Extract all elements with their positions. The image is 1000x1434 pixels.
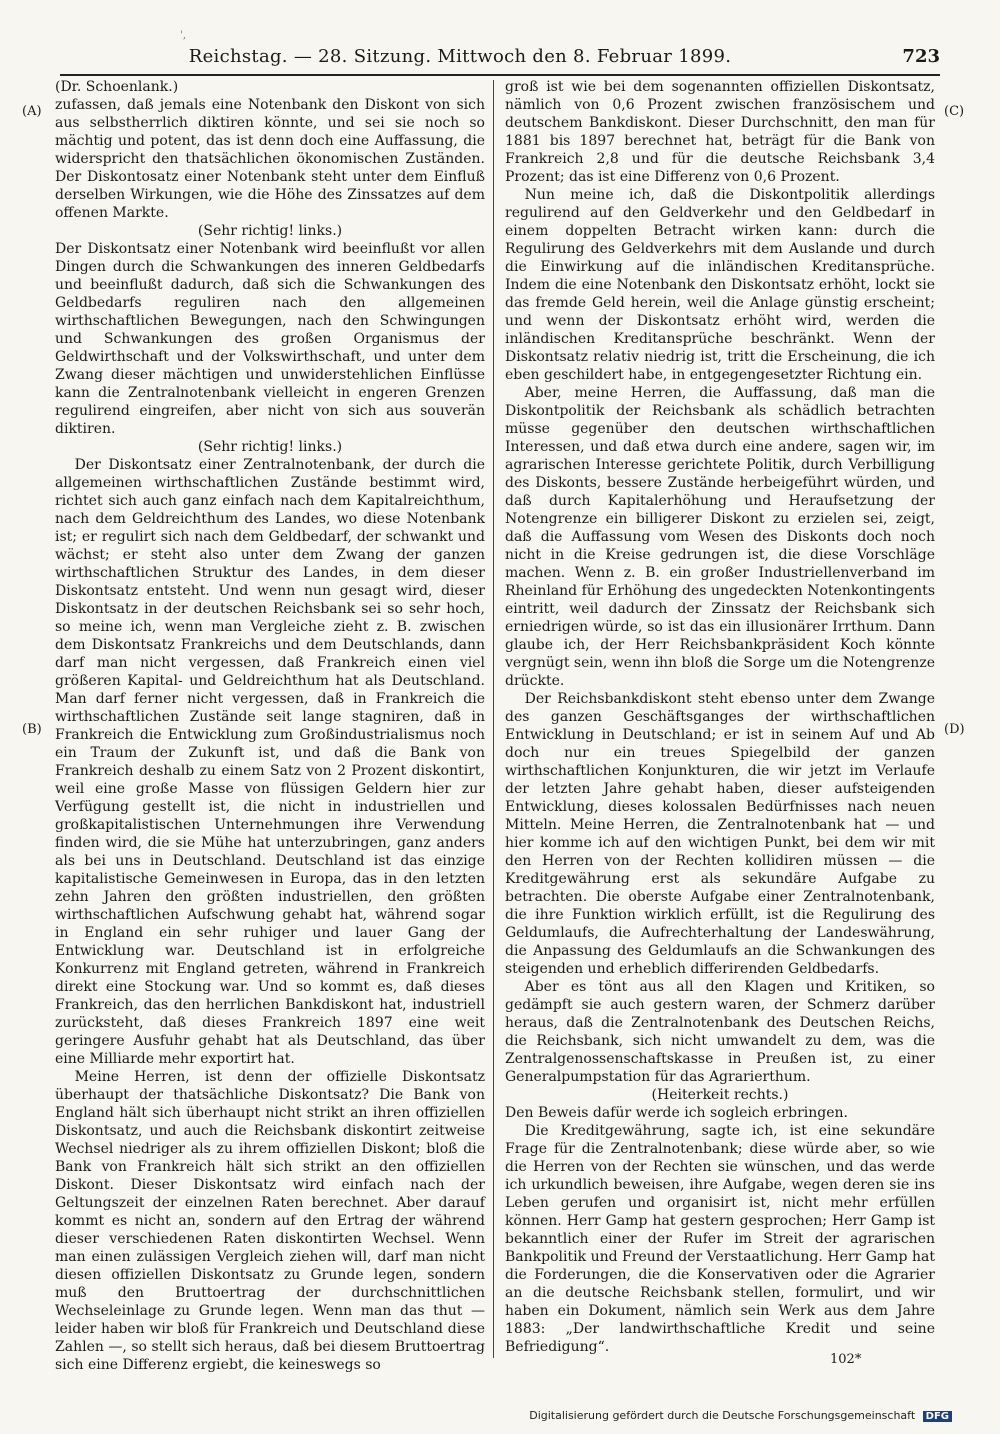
page-header bbox=[60, 44, 940, 76]
interjection: (Heiterkeit rechts.) bbox=[651, 1087, 789, 1103]
page-number: 723 bbox=[902, 46, 940, 67]
column-divider bbox=[493, 80, 494, 1358]
paragraph: Der Diskontsatz einer Notenbank wird beeinflußt vor allen Dingen durch die Schwankungen des inneren Geldbedarfs und beeinflußt dadurch, daß sich die Schwankungen des Geldbedarfs reguliren nach den allgemeinen wirthschaftlichen Bewegungen, nach den Schwingungen und Schwankungen des großen Organismus der Geldwirthschaft und der Volkswirthschaft, und unter dem Zwang dieser mächtigen und unwiderstehlichen Einflüsse kann die Zentralnotenbank vielleicht in engeren Grenzen regulirend eingreifen, aber nicht von sich aus souverän diktiren. bbox=[55, 241, 485, 437]
paragraph: Der Reichsbankdiskont steht ebenso unter dem Zwange des ganzen Geschäftsganges der wirthschaftlichen Entwicklung in Deutschland; er ist in seinem Auf und Ab doch nur ein treues Spiegelbild der ganzen wirthschaftlichen Konjunkturen, die wir jetzt im Verlaufe der letzten Jahre gehabt haben, dieser aufsteigenden Entwicklung, dieses kolossalen Bedürfnisses nach neuen Mitteln. Meine Herren, die Zentralnotenbank hat — und hier komme ich auf den wichtigen Punkt, bei dem wir mit den Herren von der Rechten kollidiren müssen — die Kreditgewährung erst als sekundäre Aufgabe zu betrachten. Die oberste Aufgabe einer Zentralnotenbank, die ihre Funktion wirklich erfüllt, ist die Regulirung des Geldumlaufs, die Aufrechterhaltung der Landeswährung, die Anpassung des Geldumlaufs an die Schwankungen des steigenden und erheblich differirenden Geldbedarfs. bbox=[505, 691, 935, 977]
margin-mark-b: (B) bbox=[22, 722, 42, 737]
interjection: (Sehr richtig! links.) bbox=[197, 439, 343, 455]
running-title: Reichstag. — 28. Sitzung. Mittwoch den 8. Februar 1899. bbox=[188, 46, 732, 67]
signature-mark: 102* bbox=[830, 1352, 862, 1367]
paragraph: zufassen, daß jemals eine Notenbank den Diskont von sich aus selbstherrlich diktiren könnte, und sei sie noch so mächtig und potent, das ist denn doch eine Auffassung, die widerspricht den thatsächlichen ökonomischen Zuständen. Der Diskontosatz einer Notenbank steht unter dem Einfluß derselben Wirkungen, wie die Höhe des Zinssatzes auf dem offenen Markte. bbox=[55, 97, 485, 221]
paragraph: Nun meine ich, daß die Diskontpolitik allerdings regulirend auf den Geldverkehr und den Geldbedarf in einem doppelten Betracht wirken kann: durch die Regulirung des Geldverkehrs mit dem Auslande und durch die Einwirkung auf die inländischen Kreditansprüche. Indem die eine Notenbank den Diskontsatz erhöht, lockt sie das fremde Geld herein, weil die Anlage günstig erscheint; und wenn der Diskontsatz erhöht wird, werden die inländischen Kreditansprüche beschränkt. Wenn der Diskontsatz relativ niedrig ist, tritt die Erscheinung, die ich eben geschildert habe, in entgegengesetzter Richtung ein. bbox=[505, 187, 935, 383]
paragraph: Der Diskontsatz einer Zentralnotenbank, der durch die allgemeinen wirthschaftlichen Zustände bestimmt wird, richtet sich auch ganz einfach nach dem Kapitalreichthum, nach dem Geldreichthum des Landes, wo diese Notenbank ist; er regulirt sich nach dem Geldbedarf, der schwankt und wächst; er steht also unter dem Zwang der ganzen wirthschaftlichen Struktur des Landes, in dem dieser Diskontsatz entsteht. Und wenn nun gesagt wird, dieser Diskontsatz in der deutschen Reichsbank sei so sehr hoch, so meine ich, wenn man Vergleiche zieht z. B. zwischen dem Diskontsatz Frankreichs und dem Deutschlands, dann darf man nicht vergessen, daß Frankreich einen viel größeren Kapital- und Geldreichthum hat als Deutschland. Man darf ferner nicht vergessen, daß in Frankreich die wirthschaftlichen Zustände seit lange stagniren, daß in Frankreich die Entwicklung zum Großindustrialismus noch ein Traum der Zukunft ist, und daß die Bank von Frankreich deshalb zu einem Satz von 2 Prozent diskontirt, weil eine große Masse von flüssigen Geldern hier zur Verfügung gestellt ist, die nicht in industriellen und großkapitalistischen Unternehmungen ihre Verwendung finden wird, die sie Mühe hat unterzubringen, ganz anders als bei uns in Deutschland. Deutschland ist das einzige kapitalistische Gemeinwesen in Europa, das in den letzten zehn Jahren den größten industriellen, den größten wirthschaftlichen Aufschwung gehabt hat, während sogar in England ein sehr ruhiger und lauer Gang der Entwicklung war. Deutschland ist in erfolgreiche Konkurrenz mit England getreten, während in Frankreich direkt eine Stockung war. Und so kommt es, daß dieses Frankreich, das den herrlichen Bankdiskont hat, industriell zurücksteht, daß dieses Frankreich 1897 eine weit geringere Ausfuhr gehabt hat als Deutschland, das über eine Milliarde mehr exportirt hat. bbox=[55, 457, 485, 1067]
interjection: (Sehr richtig! links.) bbox=[197, 223, 343, 239]
paragraph: groß ist wie bei dem sogenannten offiziellen Diskontsatz, nämlich von 0,6 Prozent zwischen französischem und deutschem Bankdiskont. Dieser Durchschnitt, den man für 1881 bis 1897 berechnet hat, beträgt für die Bank von Frankreich 2,8 und für die deutsche Reichsbank 3,4 Prozent; das ist eine Differenz von 0,6 Prozent. bbox=[505, 79, 935, 185]
paragraph: Den Beweis dafür werde ich sogleich erbringen. bbox=[505, 1105, 848, 1121]
right-column bbox=[505, 78, 935, 1360]
paragraph: Die Kreditgewährung, sagte ich, ist eine sekundäre Frage für die Zentralnotenbank; diese würde aber, so wie die Herren von der Rechten sie wünschen, und das werde ich urkundlich beweisen, ihre Aufgabe, wegen deren sie ins Leben gerufen und organisirt ist, nicht mehr erfüllen können. Herr Gamp hat gestern gesprochen; Herr Gamp ist bekanntlich einer der Rufer im Streit der agrarischen Bankpolitik und Freund der Verstaatlichung. Herr Gamp hat die Forderungen, die die Konservativen oder die Agrarier an die deutsche Reichsbank stellen, formulirt, und wir haben ein Dokument, nämlich sein Werk aus dem Jahre 1883: „Der landwirthschaftliche Kredit und seine Befriedigung“. bbox=[505, 1123, 935, 1355]
margin-mark-a: (A) bbox=[22, 104, 42, 119]
paragraph: Aber, meine Herren, die Auffassung, daß man die Diskontpolitik der Reichsbank als schädlich betrachten müsse gegenüber den deutschen wirthschaftlichen Interessen, und daß etwa durch eine andere, sagen wir, im agrarischen Interesse gerichtete Politik, durch Verbilligung des Diskonts, bessere Zustände herbeigeführt würden, und daß durch Kapitalerhöhung und Heraufsetzung der Notengrenze ein billigerer Diskont zu erzielen sei, zeigt, daß die Auffassung vom Wesen des Diskonts doch noch nicht in die Kreise gedrungen ist, die diese Vorschläge machen. Wenn z. B. ein großer Industriellenverband im Rheinland für Erhöhung des ungedeckten Notenkontingents eintritt, weil dadurch der Zinssatz der Reichsbank sich erniedrigen würde, so ist das ein illusionärer Irrthum. Dann glaube ich, der Herr Reichsbankpräsident Koch könnte vergnügt sein, wenn ihn bloß die Sorge um die Notengrenze drückte. bbox=[505, 385, 935, 689]
footer-credit bbox=[529, 1409, 952, 1422]
paragraph: Meine Herren, ist denn der offizielle Diskontsatz überhaupt der thatsächliche Diskontsatz? Die Bank von England hält sich überhaupt nicht strikt an ihren offiziellen Diskontsatz, und auch die Reichsbank diskontirt zeitweise Wechsel niedriger als zu ihrem offiziellen Diskont; bloß die Bank von Frankreich hält sich strikt an den offiziellen Diskont. Dieser Diskontsatz wird einfach nach der Geltungszeit der einzelnen Raten berechnet. Aber darauf kommt es nicht an, sondern auf den Ertrag der während dieser verschiedenen Raten diskontirten Wechsel. Wenn man einen zulässigen Vergleich ziehen will, darf man nicht diesen offiziellen Diskontsatz zu Grunde legen, sondern muß den Bruttoertrag der durchschnittlichen Wechseleinlage zu Grunde legen. Wenn man das thut — leider haben wir bloß für Frankreich und Deutschland diese Zahlen —, so stellt sich heraus, daß bei diesem Bruttoertrag sich eine Differenz ergiebt, die keineswegs so bbox=[55, 1069, 485, 1373]
footer-credit-text: Digitalisierung gefördert durch die Deutsche Forschungsgemeinschaft bbox=[529, 1409, 916, 1422]
speaker-note: (Dr. Schoenlank.) bbox=[55, 79, 179, 95]
margin-mark-c: (C) bbox=[944, 104, 965, 119]
margin-mark-d: (D) bbox=[944, 722, 965, 737]
dfg-logo: DFG bbox=[923, 1411, 952, 1422]
stray-mark: '‚ bbox=[180, 30, 186, 41]
paragraph: Aber es tönt aus all den Klagen und Kritiken, so gedämpft sie auch gestern waren, der Schmerz darüber heraus, daß die Zentralnotenbank des Deutschen Reichs, die Reichsbank, sich nicht umwandelt zu dem, was die Zentralgenossenschaftskasse in Preußen ist, zu einer Generalpumpstation für das Agrarierthum. bbox=[505, 979, 935, 1085]
left-column bbox=[55, 78, 485, 1373]
